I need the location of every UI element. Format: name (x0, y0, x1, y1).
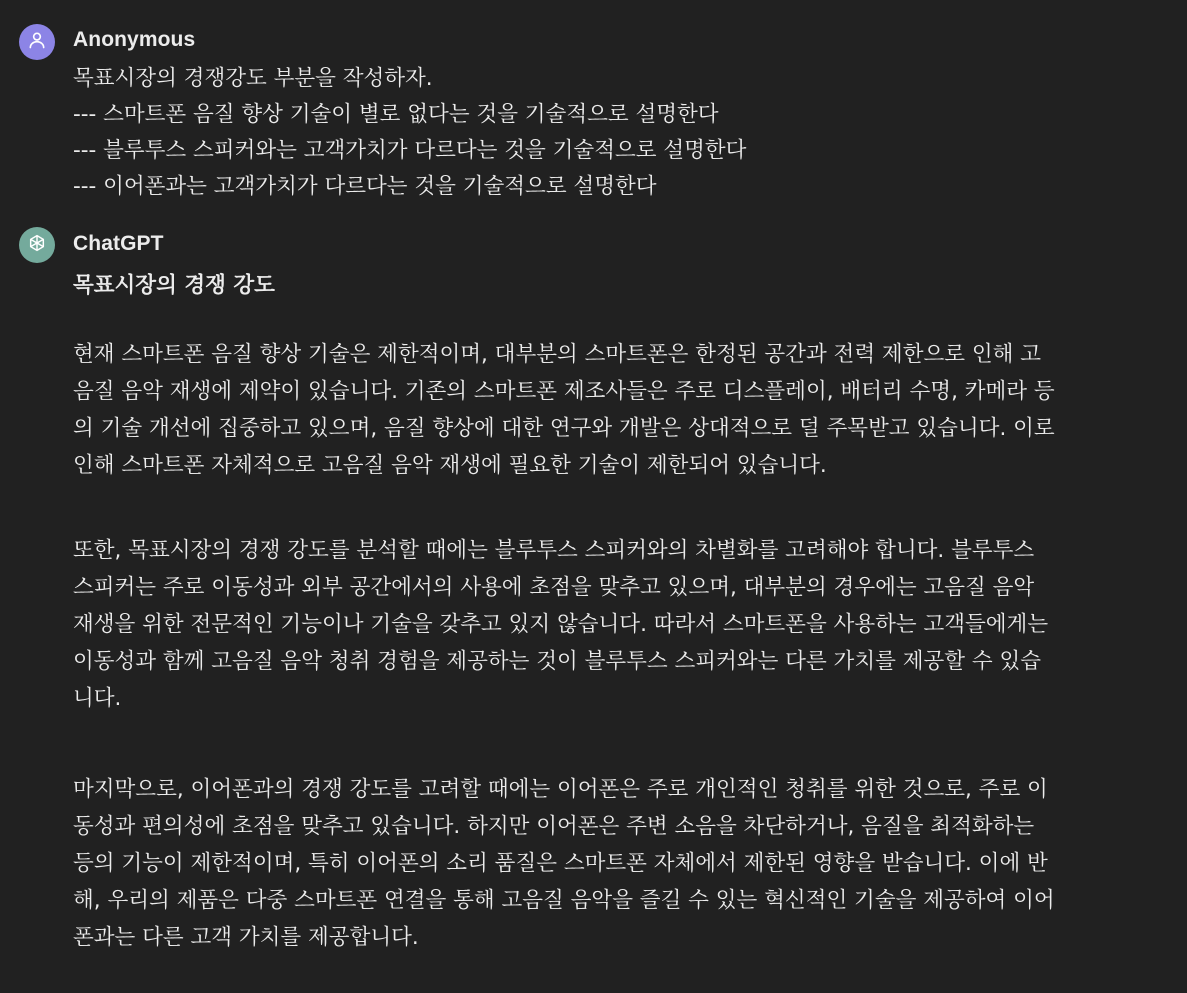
user-icon (27, 30, 47, 54)
paragraph-line: 이동성과 함께 고음질 음악 청취 경험을 제공하는 것이 블루투스 스피커와는 다른 가치를 제공할 수 있습 (73, 649, 1041, 674)
openai-logo-icon (26, 232, 48, 258)
response-paragraph (73, 336, 1173, 484)
paragraph-line: 음질 음악 재생에 제약이 있습니다. 기존의 스마트폰 제조사들은 주로 디스플레이, 배터리 수명, 카메라 등 (73, 379, 1055, 404)
paragraph-line: 재생을 위한 전문적인 기능이나 기술을 갖추고 있지 않습니다. 따라서 스마트폰을 사용하는 고객들에게는 (73, 612, 1049, 637)
response-heading: 목표시장의 경쟁 강도 (73, 273, 275, 298)
user-message-line: --- 이어폰과는 고객가치가 다르다는 것을 기술적으로 설명한다 (73, 174, 657, 199)
user-message-line: --- 스마트폰 음질 향상 기술이 별로 없다는 것을 기술적으로 설명한다 (73, 102, 719, 127)
paragraph-line: 또한, 목표시장의 경쟁 강도를 분석할 때에는 블루투스 스피커와의 차별화를 고려해야 합니다. 블루투스 (73, 538, 1035, 563)
assistant-avatar (19, 227, 55, 263)
paragraph-line: 폰과는 다른 고객 가치를 제공합니다. (73, 925, 419, 950)
response-paragraph (73, 771, 1173, 956)
paragraph-line: 마지막으로, 이어폰과의 경쟁 강도를 고려할 때에는 이어폰은 주로 개인적인 청취를 위한 것으로, 주로 이 (73, 777, 1048, 802)
paragraph-line: 등의 기능이 제한적이며, 특히 이어폰의 소리 품질은 스마트폰 자체에서 제한된 영향을 받습니다. 이에 반 (73, 851, 1048, 876)
assistant-author-name: ChatGPT (73, 232, 164, 255)
user-message-line: 목표시장의 경쟁강도 부분을 작성하자. (73, 66, 433, 91)
user-message-line: --- 블루투스 스피커와는 고객가치가 다르다는 것을 기술적으로 설명한다 (73, 138, 747, 163)
paragraph-line: 스피커는 주로 이동성과 외부 공간에서의 사용에 초점을 맞추고 있으며, 대부분의 경우에는 고음질 음악 (73, 575, 1035, 600)
paragraph-line: 니다. (73, 686, 122, 711)
user-author-name: Anonymous (73, 28, 196, 51)
paragraph-line: 의 기술 개선에 집중하고 있으며, 음질 향상에 대한 연구와 개발은 상대적으로 덜 주목받고 있습니다. 이로 (73, 416, 1055, 441)
response-paragraph (73, 532, 1173, 717)
paragraph-line: 동성과 편의성에 초점을 맞추고 있습니다. 하지만 이어폰은 주변 소음을 차단하거나, 음질을 최적화하는 (73, 814, 1035, 839)
user-avatar (19, 24, 55, 60)
paragraph-line: 해, 우리의 제품은 다중 스마트폰 연결을 통해 고음질 음악을 즐길 수 있는 혁신적인 기술을 제공하여 이어 (73, 888, 1055, 913)
paragraph-line: 인해 스마트폰 자체적으로 고음질 음악 재생에 필요한 기술이 제한되어 있습니다. (73, 453, 827, 478)
paragraph-line: 현재 스마트폰 음질 향상 기술은 제한적이며, 대부분의 스마트폰은 한정된 공간과 전력 제한으로 인해 고 (73, 342, 1041, 367)
